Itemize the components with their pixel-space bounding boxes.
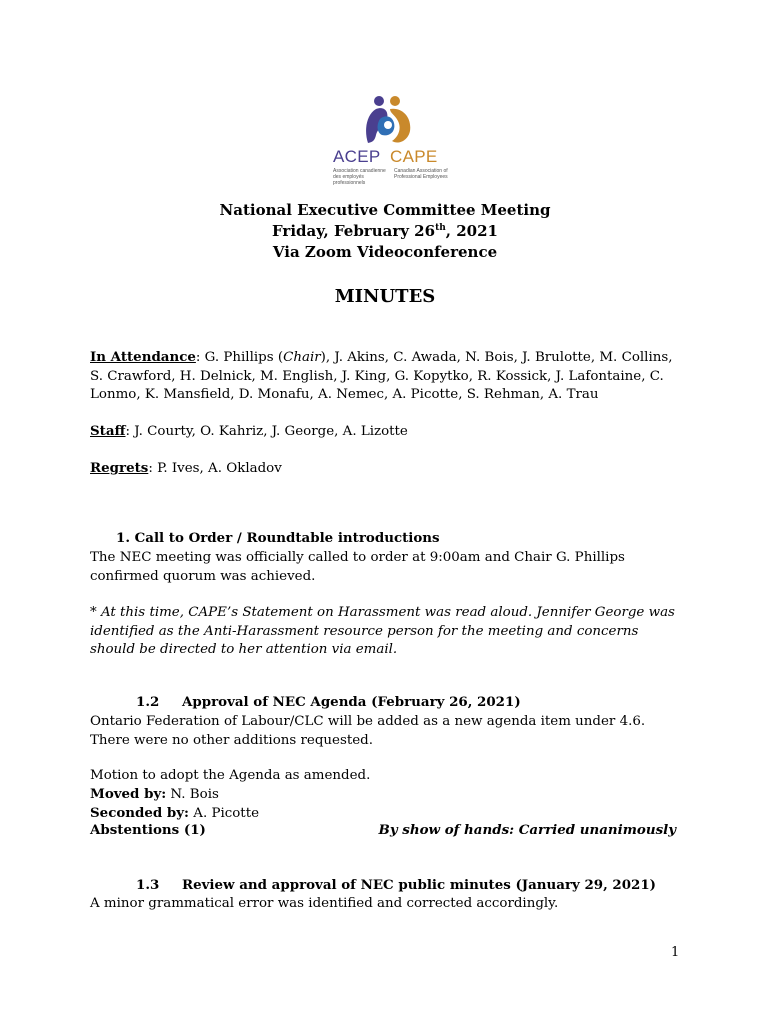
regrets-label: Regrets (90, 460, 149, 476)
moved-by-value: N. Bois (166, 787, 219, 802)
vote-row (90, 822, 680, 842)
acep-cape-logo (330, 95, 460, 187)
attendance-text-post: ), J. Akins, C. Awada, N. Bois, J. Brulotte, M. Collins, S. Crawford, H. Delnick, M. English, J. King, G. Kopytko, R. Kossick, J. Lafontaine, C. Lonmo, K. Mansfield, D. Monafu, A. Nemec, A. Picotte, S. Rehman, A. Trau (90, 350, 673, 403)
section-1-body: The NEC meeting was officially called to order at 9:00am and Chair G. Phillips confirmed quorum was achieved. (90, 550, 625, 584)
section-1-heading: 1. Call to Order / Roundtable introductions (116, 530, 440, 546)
section-1-3-body: A minor grammatical error was identified and corrected accordingly. (90, 896, 559, 911)
vote-result: By show of hands: Carried unanimously (378, 822, 676, 838)
meeting-date-text: Friday, February 26 (272, 222, 436, 240)
seconded-by-value: A. Picotte (189, 806, 259, 821)
meeting-header (0, 200, 770, 263)
attendance-paragraph (90, 348, 680, 405)
attendance-label: In Attendance (90, 349, 196, 365)
logo-acronym-fr: ACEP (333, 147, 381, 166)
section-1-2-number: 1.2 (136, 694, 160, 710)
logo-acronym-en: CAPE (390, 147, 438, 166)
section-1-3-heading: Review and approval of NEC public minutes (January 29, 2021) (182, 877, 657, 893)
logo-subtitle-fr: Association canadienne des employés professionnels (333, 168, 386, 186)
logo-acronyms (330, 147, 460, 165)
logo-figures-icon (362, 95, 417, 147)
seconded-by-label: Seconded by: (90, 805, 190, 821)
staff-label: Staff (90, 423, 126, 439)
meeting-date (0, 221, 770, 242)
moved-by (90, 785, 680, 805)
motion-text: Motion to adopt the Agenda as amended. (90, 768, 371, 783)
moved-by-label: Moved by: (90, 786, 167, 802)
attendance-text-pre: : G. Phillips ( (195, 350, 284, 365)
regrets-text: : P. Ives, A. Okladov (148, 461, 282, 476)
seconded-by (90, 804, 680, 824)
attendance-chair: Chair (283, 350, 321, 365)
section-1-2-heading: Approval of NEC Agenda (February 26, 2021) (182, 694, 521, 710)
regrets-paragraph (90, 459, 680, 479)
meeting-date-suffix: th (435, 223, 446, 233)
meeting-date-year: , 2021 (445, 222, 498, 240)
abstentions: Abstentions (1) (90, 822, 206, 838)
meeting-name: National Executive Committee Meeting (219, 201, 551, 219)
section-1-3-number: 1.3 (136, 877, 160, 893)
page-title: MINUTES (334, 286, 436, 307)
page-number: 1 (671, 945, 680, 960)
section-1-note: * At this time, CAPE’s Statement on Harassment was read aloud. Jennifer George was identified as the Anti-Harassment resource person for the meeting and concerns should be directed to her attention via email. (90, 605, 675, 658)
logo-subtitle-en: Canadian Association of Professional Employees (394, 168, 448, 180)
section-1-2-body: Ontario Federation of Labour/CLC will be added as a new agenda item under 4.6. There were no other additions requested. (90, 714, 646, 748)
staff-paragraph (90, 422, 680, 442)
meeting-venue: Via Zoom Videoconference (272, 243, 498, 261)
staff-text: : J. Courty, O. Kahriz, J. George, A. Lizotte (125, 424, 408, 439)
